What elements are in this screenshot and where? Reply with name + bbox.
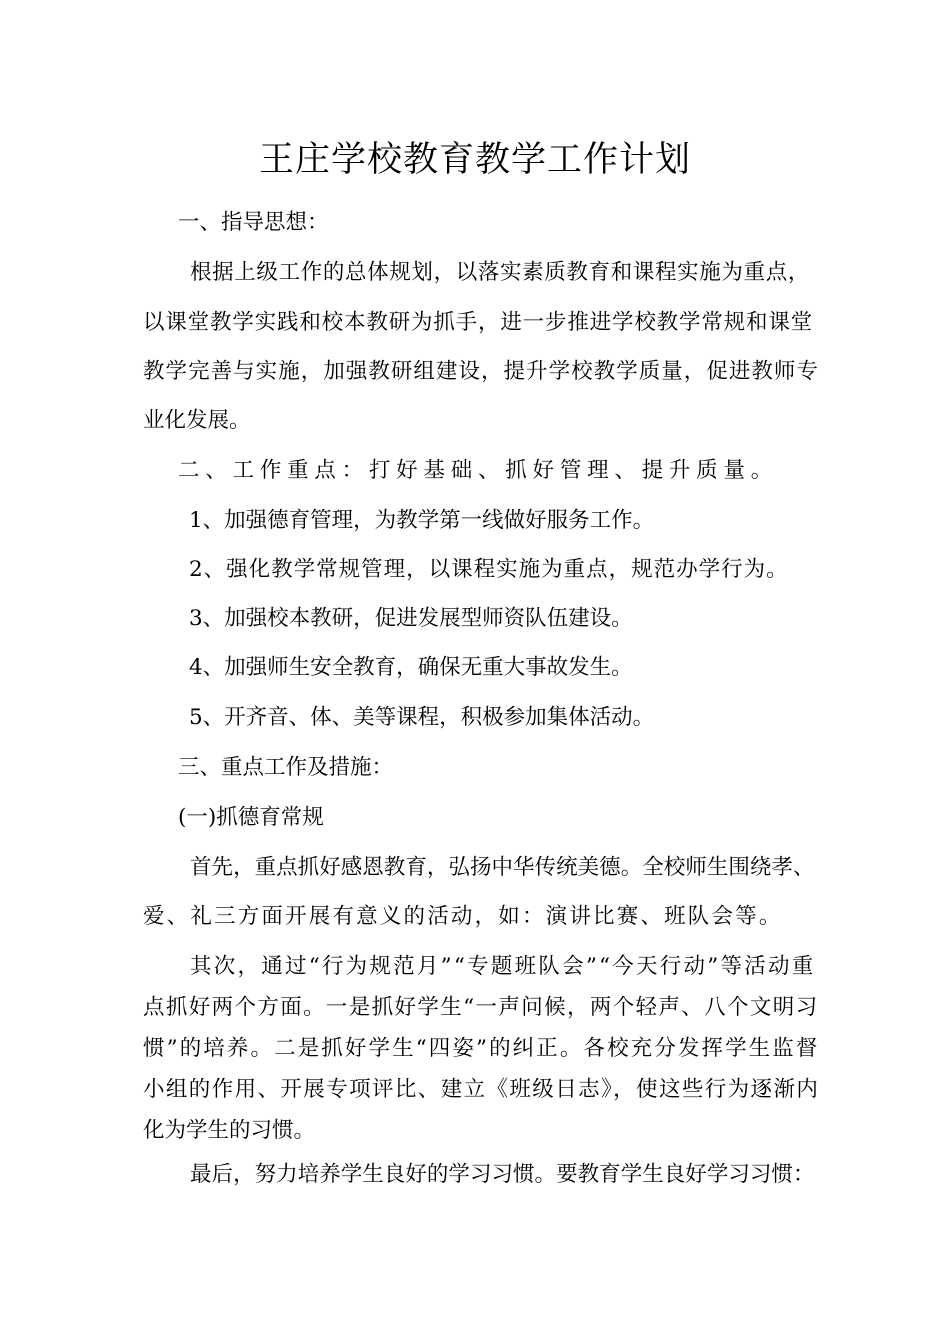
paragraph-line: 爱、礼三方面开展有意义的活动，如：演讲比赛、班队会等。: [143, 904, 783, 929]
list-item: 2、强化教学常规管理，以课程实施为重点，规范办学行为。: [189, 557, 789, 582]
list-item: 4、加强师生安全教育，确保无重大事故发生。: [189, 655, 633, 680]
section-heading-guiding-ideology: 一、指导思想：: [178, 210, 329, 235]
paragraph-line: 小组的作用、开展专项评比、建立《班级日志》，使这些行为逐渐内: [143, 1077, 820, 1102]
paragraph-line: 首先，重点抓好感恩教育，弘扬中华传统美德。全校师生围绕孝、: [190, 855, 815, 880]
document-title: 王庄学校教育教学工作计划: [258, 140, 691, 180]
section-heading-work-focus: 二、工作重点：打好基础、抓好管理、提升质量。: [178, 458, 779, 483]
paragraph-line: 业化发展。: [143, 408, 251, 433]
paragraph-line: 根据上级工作的总体规划，以落实素质教育和课程实施为重点，: [190, 260, 811, 285]
paragraph-line: 惯”的培养。二是抓好学生“四姿”的纠正。各校充分发挥学生监督: [143, 1036, 820, 1061]
paragraph-line: 以课堂教学实践和校本教研为抓手，进一步推进学校教学常规和课堂: [143, 310, 814, 335]
paragraph-line: 化为学生的习惯。: [143, 1118, 316, 1143]
list-item: 1、加强德育管理，为教学第一线做好服务工作。: [189, 508, 655, 533]
subsection-heading-moral-education: (一)抓德育常规: [178, 805, 324, 830]
paragraph-line: 最后，努力培养学生良好的学习习惯。要教育学生良好学习习惯：: [190, 1162, 815, 1187]
paragraph-line: 教学完善与实施，加强教研组建设，提升学校教学质量，促进教师专: [143, 359, 820, 384]
paragraph-line: 其次，通过“行为规范月”“专题班队会”“今天行动”等活动重: [190, 954, 816, 979]
section-heading-key-work: 三、重点工作及措施：: [178, 755, 394, 780]
paragraph-line: 点抓好两个方面。一是抓好学生“一声问候，两个轻声、八个文明习: [143, 995, 819, 1020]
list-item: 5、开齐音、体、美等课程，积极参加集体活动。: [189, 705, 655, 730]
list-item: 3、加强校本教研，促进发展型师资队伍建设。: [189, 606, 633, 631]
